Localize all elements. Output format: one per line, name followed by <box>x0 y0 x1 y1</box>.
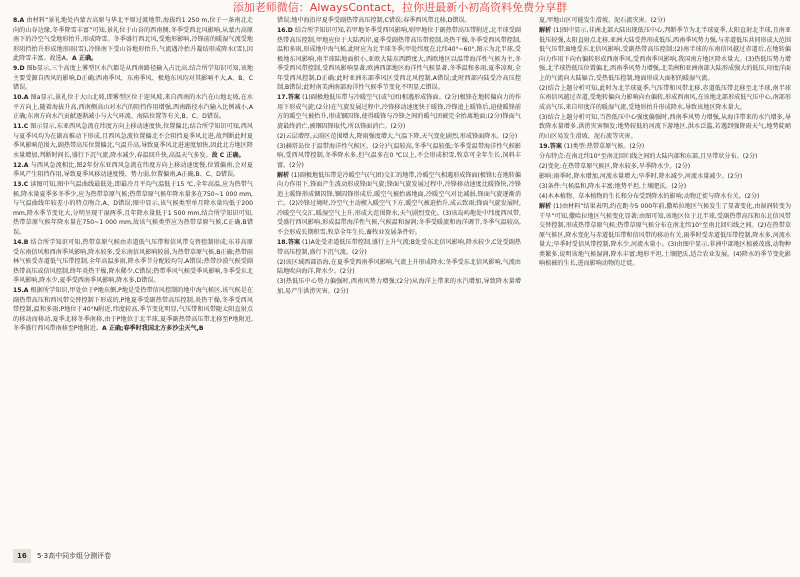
answer-text: 分布特点:在南北纬10°至南北回归线之间的大陆内部和东部,且呈带状分布。(2分) <box>539 152 758 160</box>
answer-text: (2)变化:在热带草原气候区,降水较多,旱季降水少。(2分) <box>539 163 691 171</box>
answer-text: (1)类型:热带草原气候。(2分) <box>563 142 645 150</box>
question-number: 10.A <box>13 94 29 102</box>
answer-paragraph <box>277 132 521 142</box>
question-number: 15.A <box>13 287 29 295</box>
question-number: 13.C <box>13 181 29 189</box>
answer-paragraph <box>277 277 521 296</box>
answer-paragraph <box>277 238 521 257</box>
answer-paragraph <box>539 142 791 152</box>
answer-column-right <box>539 16 791 544</box>
answer-text: (3)热低压中心势力偏强时,西南风势力增强;(2分)从海洋上带来的水汽增加,导致降水量增加,易产生洪涝灾害。(2分) <box>277 278 521 295</box>
answer-text: 影响:雨季时,降水增加,河流水量增大;旱季时,降水减少,河流水量减少。(2分) <box>539 173 743 181</box>
answer-paragraph <box>539 182 791 192</box>
answer-text: (2)该区域西部沿海,在夏季受西南季风影响,气流上升形成降水;冬季受东北信风影响,气流由陆地吹向海洋,降水少。(2分) <box>277 258 521 276</box>
page-number: 16 <box>13 549 31 563</box>
answer-paragraph <box>539 162 791 172</box>
answer-text: (3)赫塔岛位于温带海洋性气候区。(2分)气温较高,冬季气温较低;冬季受温带海洋性气候影响,受西风带控制,冬季降水多,但气温多在0 ℃以上,不会形成积雪,牧草可全年生长,饲料丰富。(2分) <box>277 142 521 169</box>
question-number: 解析 <box>539 27 552 35</box>
answer-text: 图a显示,景礼位于大山北坡,即雾型区位于迎风坡,来自西南的水汽在山地北坡,在水平方向上,随着海拔升高,西南侧高山对水汽的阻挡作用增强,西南路径水汽输入比例减小,A正确;东南方向水汽贡献逐渐减小与大气环流、海陆位置等有关,B、C、D错误。 <box>13 94 253 121</box>
question-number: 解析 <box>277 171 290 179</box>
answer-paragraph <box>539 84 791 113</box>
answer-paragraph <box>13 64 253 93</box>
question-number: 解析 <box>539 203 552 211</box>
answer-paragraph <box>13 286 253 334</box>
answer-text: (1)由材料“结果表明,约在距今5 000年前,撒哈拉地区气候发生了显著变化,由湿润转变为干旱”可知,撒哈拉地区气候变化显著;由图可知,该地区位于北半球,受副热带高压和东北信风带交替控制,形成热带草原气候;热带草原气候分布在南北纬10°至南北回归线之间。(2)在热带草原气候区,降水变化与赤道低压带和信风带的移动有关,雨季时受赤道低压带控制,降水多,河流水量大;旱季时受信风带控制,降水少,河流水量小。(3)由图中显示,非洲中部地区植被茂盛,动物种类繁多,说明该地气候湿润,降水丰富;地形平坦,土壤肥沃,适合农业发展。(4)降水的季节变化影响植被的生长,进而影响动物的迁徙。 <box>539 203 791 268</box>
answer-text: 图b显示,三个高度上雾型区水汽都是从西南路径输入占比高,结合所学知识可知,该地主要受源自西风的影响,D正确;西南季风、东南季风、极地东风均对其影响不大,A、B、C错误。 <box>13 65 253 92</box>
answer-paragraph <box>539 113 791 142</box>
question-number: 19.答案 <box>539 142 562 150</box>
answer-paragraph <box>13 180 253 237</box>
answer-paragraph <box>277 16 521 26</box>
answer-text: (1)A处受赤道低压带控制,盛行上升气流;B处受东北信风影响,降水较少,C处受副热带高压控制,盛行下沉气流。(2分) <box>277 239 521 256</box>
answer-paragraph <box>13 93 253 122</box>
answer-text: 错误;地中海沿岸夏季受副热带高压控制,C错误;春季西风带北移,D错误。 <box>277 17 471 24</box>
question-number: 16.D <box>277 27 293 35</box>
answer-text: 读图可知,图中气温曲线最低处,即最冷月平均气温低于15 ℃,全年高温,应为热带气候,降水量夏季多冬季少,应为热带草原气候;热带草原气候年降水量多在750~1 000 mm,与气温曲线年较差小的特点吻合,A、D错误;图中显示,该气候类型单月降水量均低于200 mm,降水季节变化大,分明呈现干湿两季,且年降水量低于1 500 mm,结合所学知识可知,热带草原气候年降水量在750~1 000 mm,故该气候类型应为热带草原气候,C正确,B错误。 <box>13 181 253 236</box>
answer-text: 结合所学知识可知,热带草原气候由赤道低气压带和信风带交替控制形成;东非高原受东南信风和西南季风影响,降水较多,受东南信风影响较弱,为热带草原气候,B正确;热带雨林气候受赤道低气压带控制,全年高温多雨,降水季节分配较均匀,A错误;热带沙漠气候受副热带高压或信风控制,终年炎热干燥,降水稀少,C错误;热带季风气候受季风影响,冬季受东北季风影响,降水少,夏季受西南季风影响,降水多,D错误。 <box>13 239 253 285</box>
question-number: 12.A <box>13 161 29 169</box>
answer-text: (1)副极地低压带是冷暖空气(气团)交汇的地带,冷暖空气相遇形成锋面(极锋);在地转偏向力作用下,锋面产生波动形成锋面气旋;锋面气旋发展过程中,冷锋移动速度比暖锋快,冷锋追上暖锋形成锢囚锋,锢囚锋形成后,暖空气被抬离地面,冷暖空气对比减弱,锋面气旋逐渐消亡。(2)冷锋过境时,冷空气主动楔入暖空气下方,暖空气被迫抬升,成云致雨;锋面气旋发展时,冷暖空气交汇,暖湿空气上升,形成大范围降水,天气剧烈变化。(3)该岛屿地处中纬度西风带,受盛行西风影响,形成温带海洋性气候,气候温和湿润;冬季受暖流和海洋调节,冬季气温较高,不会形成长期积雪,牧草全年生长,畜牧业发展条件好。 <box>277 171 521 236</box>
answer-conclusion: 故 C 正确。 <box>211 151 245 159</box>
answer-paragraph <box>277 26 521 93</box>
question-number: 11.C <box>13 123 29 131</box>
answer-text: 与西风急流相比,图2年份东亚西风急流在纬度方向上移动速度慢,位置偏南,会对夏季风产生阻挡作用,导致夏季风移动速度慢、势力弱,位置偏南,A正确,B、C、D错误。 <box>13 161 253 179</box>
answer-paragraph <box>539 152 791 162</box>
answer-paragraph <box>13 16 253 64</box>
answer-column-left <box>13 16 253 544</box>
answer-paragraph <box>539 16 791 26</box>
question-number: 17.答案 <box>277 94 301 102</box>
answer-text: 图示显示,东亚西风急流在纬度方向上移动速度快,位置偏北;结合所学知识可知,西风与夏季风均为在副高推动下形成,且西风急流位置偏北不会阻挡夏季风北进,故判断此时夏季风影响范围大,副热带高压位置偏北,气温升高,导致夏季风北进速度加快,因此北方地区降水量增加,判断时间长,盛行下沉气流,降水减少,春温回升快,高温天气多发。 <box>13 123 253 159</box>
answer-paragraph <box>13 122 253 160</box>
answer-paragraph <box>13 238 253 286</box>
answer-conclusion: A 正确;春季时我国北方多沙尘天气,B <box>102 325 204 333</box>
answer-paragraph <box>539 192 791 202</box>
watermark-banner: 添加老师微信：AlwaysContact，拉你进最新小初高资料免费分享群 <box>232 1 568 14</box>
answer-paragraph <box>277 93 521 131</box>
page-footer <box>13 549 193 563</box>
answer-text: 结合所学知识可知,若甲地冬季受西风影响,则甲地位于副热带高压带附近,北半球受副热带高压控制,甲地应位于大陆西岸,夏季受副热带高压带控制,炎热干燥,冬季受西风带控制,温和多雨,形成地中海气候,此时应为北半球冬季;甲处纬度在北纬40°~60°,图示为北半球,受极地东风影响,南半球陆地面积小,亚欧大陆东西跨度大,西欧地区以温带海洋性气候为主,冬季受西风带控制,受西风影响显著;欧洲西部地区海洋性气候显著,冬季温和多雨,夏季凉爽,全年受西风控制,D正确;此时亚洲东部季风区受西北风控制,A错误;此时西部内陆受冷高压控制,B错误;此时南美洲南部海洋性气候季节变化不明显,C错误。 <box>277 27 521 92</box>
answer-paragraph <box>277 258 521 277</box>
answer-text: (1)图中显示,非洲北部大陆出现低压中心,判断季节为北半球夏季,太阳直射北半球,且南亚低压较强,太阳直射点北移,亚洲大陆受热形成低压,西南季风势力强,与赤道低压共同形成大范围低气压带;B地受东北信风影响,受副热带高压控制;(2)南半球的东南信风越过赤道后,在地转偏向力作用下向右偏转形成西南季风,受西南季风影响,我国南方地区降水量大。(3)热低压势力增强,北半球热低压位置偏北,西南季风势力增强,北美洲和亚洲南部大陆形成强大的低压,印度洋面上的气流向大陆辐合,受热低压控制,地面形成大面积的暖湿气流。 <box>539 27 791 82</box>
answer-text: (3)结合上题分析可知,当热低压中心强度偏强时,西南季风势力增强,从海洋带来的水汽增多,导致降水量增多,洪涝灾害频发;地势较低的河流下游地区,洪水泛滥,若遇到强降雨天气,地势陡峭的山区易发生滑坡、泥石流等灾害。 <box>539 113 791 140</box>
question-number: 14.B <box>13 239 29 247</box>
answer-paragraph <box>13 161 253 180</box>
answer-conclusion: A 正确。 <box>72 55 98 62</box>
answer-text: (2)结合上题分析可知,此时为北半球夏季,气压带和风带北移,赤道低压带北移至北半球,南半球东南信风越过赤道,受地转偏向力影响向右偏转,形成西南风,在该地北部形成低气压中心,南部形成高气压,来自印度洋的暖湿气流,受地形抬升形成降水,导致该地区降水量大。 <box>539 84 791 111</box>
answer-paragraph <box>539 202 791 269</box>
answer-text: (2)云层增厚,云雨区范围增大,降雨强度增大,气温下降,天气变化剧烈,形成锋面降水。(2分) <box>277 132 518 140</box>
answer-text: (1)副极地低压带与冷暖空气(或气团)相遇形成锋面。(2分)极锋在地转偏向力的作用下形成气旋;(2分)在气旋发展过程中,冷锋移动速度快于暖锋,冷锋追上暖锋后,迫使暖锋前方的暖空气被抬升,形成锢囚锋,使得暖锋与冷锋之间的暖气团被完全抬离地面;(2分)锋面气旋最终消亡,被锢囚锋取代,所以锋面消亡。(2分) <box>277 94 521 130</box>
answer-text: (3)条件:气候温和,降水丰富;地势平坦,土壤肥沃。(2分) <box>539 183 687 191</box>
question-number: 18.答案 <box>277 239 301 247</box>
book-title: 5·3高中同步组分测评卷 <box>36 552 112 560</box>
answer-column-middle <box>277 16 521 544</box>
answer-paragraph <box>539 26 791 83</box>
answer-paragraph <box>539 172 791 182</box>
question-number: 9.D <box>13 65 25 73</box>
answer-text: 根据所学知识,甲处位于P地东侧,P地是受热带信风控制的地中海气候区,该气候是在副热带高压和西风带交替控制下形成的,P地夏季受副热带高压控制,炎热干燥,冬季受西风带控制,温和多雨;P地位于40°N附近,纬度较高,季节变化明显,气压带和风带随太阳直射点的移动而移动,夏季北移冬季南移,由于P地位于北半球,夏季副热带高压带北移至P地附近,冬季盛行西风带南移至P地附近。 <box>13 287 253 333</box>
answer-paragraph <box>277 142 521 171</box>
answer-text: 由材料“景礼地处内蒙古高原与华北平原过渡地带,海拔约1 250 m,位于一条南北走向的山谷边缘,冬季降雪丰富”可知,景礼位于山谷的西南侧,冬季受西北风影响,从蒙古高原南下的冷空气受地形抬升,形成降雪。冬季盛行西北风,受地形影响,冷锋前的暖湿气流受地形阻挡抬升形成地形雨(雪),冷锋南下受山谷地形抬升,气流遇冷抬升凝结形成降水(雪),因此降雪丰富。故选A。 <box>13 17 253 62</box>
answer-paragraph <box>277 171 521 238</box>
answer-text: 夏,甲地山区可能发生滑坡、泥石流灾害。(2分) <box>539 17 666 24</box>
question-number: 8.A <box>13 17 25 24</box>
answer-text: (4)木本植物、草本植物的生长和分布受到降水的影响;动物迁徙与降水有关。(2分) <box>539 193 760 201</box>
